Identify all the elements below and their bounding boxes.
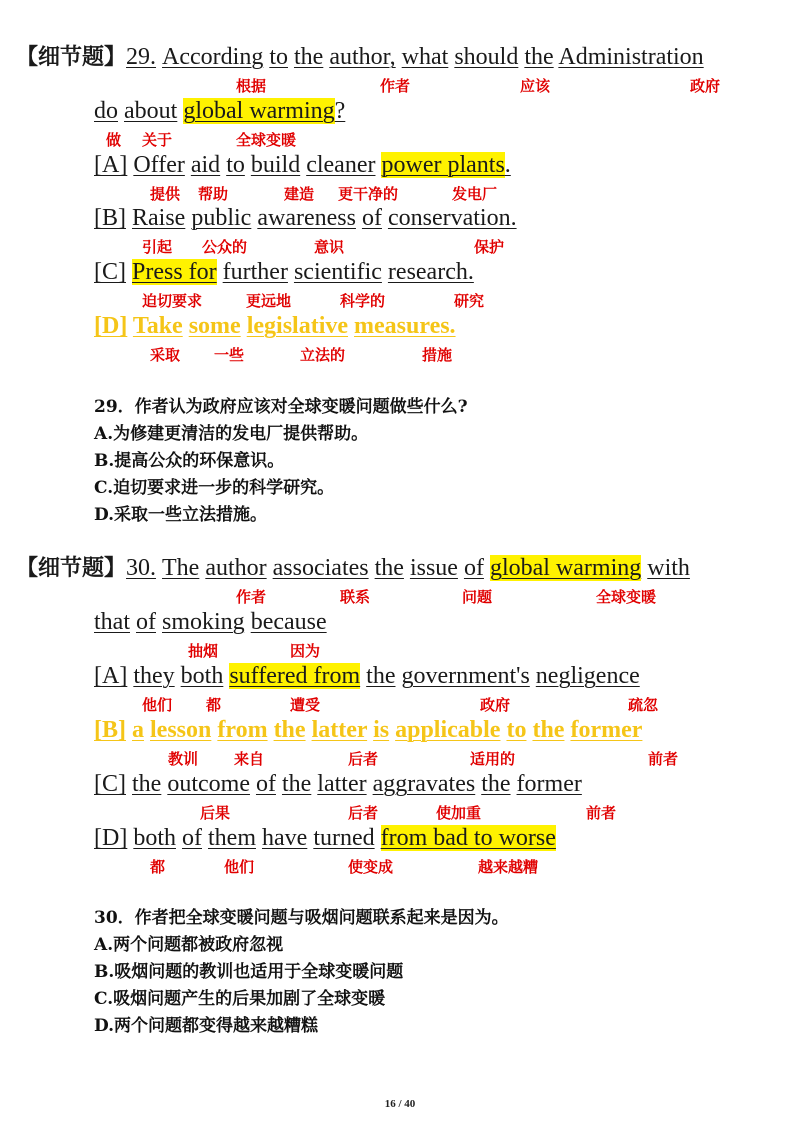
word: smoking	[162, 609, 245, 635]
translation-line: C.迫切要求进一步的科学研究。	[94, 478, 335, 498]
option-letter: [D]	[94, 313, 128, 339]
word: lesson	[150, 717, 212, 743]
q30-option-d	[94, 823, 556, 853]
gloss: 遭受	[290, 696, 321, 714]
word: to	[226, 152, 245, 178]
q29-translation	[94, 394, 468, 529]
gloss: 帮助	[198, 185, 229, 203]
word: what	[401, 44, 449, 70]
word: author	[205, 555, 267, 581]
word: Offer	[133, 152, 185, 178]
word: conservation.	[387, 205, 517, 231]
gloss: 前者	[648, 750, 679, 768]
word: of	[182, 825, 202, 851]
word: the	[524, 44, 554, 70]
gloss: 抽烟	[188, 642, 219, 660]
translation-line: 30．作者把全球变暖问题与吸烟问题联系起来是因为。	[94, 908, 509, 928]
translation-line: A.为修建更清洁的发电厂提供帮助。	[94, 424, 369, 444]
page-footer	[0, 1098, 800, 1110]
option-letter: [A]	[94, 663, 128, 689]
gloss: 采取	[150, 346, 181, 364]
gloss: 使变成	[348, 858, 394, 876]
word: research.	[387, 259, 474, 285]
word: scientific	[293, 259, 382, 285]
word: Take	[132, 313, 183, 339]
gloss: 更远地	[246, 292, 292, 310]
word: with	[647, 555, 690, 581]
word: the	[481, 771, 511, 797]
highlighted-phrase: from bad to worse	[380, 825, 556, 851]
word: do	[94, 98, 118, 124]
word: the	[532, 717, 565, 743]
word: the	[273, 717, 306, 743]
word: The	[162, 555, 200, 581]
q30-translation	[94, 905, 509, 1040]
gloss: 都	[206, 696, 222, 714]
word: should	[454, 44, 519, 70]
word: the	[374, 555, 404, 581]
q30-option-a	[94, 661, 640, 691]
gloss: 疏忽	[628, 696, 659, 714]
word: latter	[311, 717, 368, 743]
q29-option-c	[94, 257, 474, 287]
option-letter: [C]	[94, 259, 126, 285]
word: cleaner	[306, 152, 376, 178]
gloss: 根据	[236, 77, 267, 95]
q30-tag: 【细节题】	[16, 556, 127, 581]
word: about	[124, 98, 178, 124]
word: a	[132, 717, 144, 743]
word: applicable	[395, 717, 501, 743]
option-letter: [A]	[94, 152, 128, 178]
q30-stem-line-1	[16, 553, 690, 584]
gloss: 因为	[290, 642, 321, 660]
gloss: 后果	[200, 804, 231, 822]
word: because	[250, 609, 327, 635]
q30-option-b-answer	[94, 715, 642, 745]
word: Administration	[558, 44, 704, 70]
page-total: 40	[404, 1098, 416, 1110]
highlighted-phrase: global warming	[183, 98, 335, 124]
gloss: 全球变暖	[236, 131, 297, 149]
gloss: 都	[150, 858, 166, 876]
word: both	[133, 825, 176, 851]
word: to	[269, 44, 288, 70]
gloss: 关于	[142, 131, 173, 149]
gloss: 做	[106, 131, 122, 149]
word: the	[366, 663, 396, 689]
gloss: 立法的	[300, 346, 346, 364]
word: of	[361, 205, 382, 231]
gloss: 来自	[234, 750, 265, 768]
word: former	[516, 771, 582, 797]
gloss: 意识	[314, 238, 345, 256]
highlighted-phrase: suffered from	[229, 663, 361, 689]
word: government's	[401, 663, 530, 689]
highlighted-phrase: power plants	[381, 152, 505, 178]
q29-stem-line-2	[94, 96, 345, 126]
word: author,	[329, 44, 396, 70]
gloss: 教训	[168, 750, 199, 768]
gloss: 保护	[474, 238, 505, 256]
word: outcome	[167, 771, 250, 797]
gloss: 发电厂	[452, 185, 498, 203]
word: have	[262, 825, 308, 851]
gloss: 公众的	[202, 238, 248, 256]
page-separator: /	[398, 1098, 402, 1110]
translation-line: A.两个问题都被政府忽视	[94, 935, 284, 955]
word: measures.	[354, 313, 456, 339]
gloss: 前者	[586, 804, 617, 822]
word: awareness	[257, 205, 356, 231]
gloss: 建造	[284, 185, 315, 203]
option-letter: [C]	[94, 771, 126, 797]
word: further	[222, 259, 288, 285]
word: negligence	[535, 663, 640, 689]
word: both	[180, 663, 224, 689]
word: that	[94, 609, 130, 635]
option-letter: [D]	[94, 825, 128, 851]
gloss: 全球变暖	[596, 588, 657, 606]
word: is	[373, 717, 390, 743]
word: turned	[313, 825, 375, 851]
word: the	[293, 44, 324, 70]
word: of	[255, 771, 276, 797]
translation-line: D.两个问题都变得越来越糟糕	[94, 1016, 319, 1036]
q29-option-a	[94, 150, 511, 180]
translation-line: B.提高公众的环保意识。	[94, 451, 285, 471]
q30-number: 30.	[126, 555, 157, 581]
gloss: 联系	[340, 588, 371, 606]
word: to	[506, 717, 527, 743]
word: public	[191, 205, 252, 231]
gloss: 作者	[380, 77, 411, 95]
gloss: 提供	[150, 185, 181, 203]
option-letter: [B]	[94, 205, 126, 231]
word: they	[133, 663, 175, 689]
q30-option-c	[94, 769, 582, 799]
word: latter	[317, 771, 367, 797]
q29-stem-line-1	[16, 42, 704, 73]
translation-line: B.吸烟问题的教训也适用于全球变暖问题	[94, 962, 404, 982]
word: Raise	[132, 205, 186, 231]
option-letter: [B]	[94, 717, 126, 743]
gloss: 越来越糟	[478, 858, 539, 876]
gloss: 研究	[454, 292, 485, 310]
question-mark: ?	[334, 98, 346, 124]
gloss: 他们	[224, 858, 255, 876]
gloss: 适用的	[470, 750, 516, 768]
word: former	[570, 717, 643, 743]
gloss: 引起	[142, 238, 173, 256]
word: some	[188, 313, 241, 339]
highlighted-phrase: Press for	[132, 259, 217, 285]
word: the	[132, 771, 162, 797]
gloss: 一些	[214, 346, 245, 364]
period: .	[504, 152, 511, 178]
page-number: 16	[384, 1098, 396, 1110]
gloss: 应该	[520, 77, 551, 95]
translation-line: D.采取一些立法措施。	[94, 505, 268, 525]
word: aggravates	[372, 771, 476, 797]
word: legislative	[246, 313, 349, 339]
gloss: 更干净的	[338, 185, 399, 203]
gloss: 他们	[142, 696, 173, 714]
gloss: 政府	[480, 696, 511, 714]
word: According	[162, 44, 264, 70]
gloss: 使加重	[436, 804, 482, 822]
gloss: 作者	[236, 588, 267, 606]
q29-option-b	[94, 203, 517, 233]
word: of	[463, 555, 484, 581]
word: aid	[190, 152, 221, 178]
q29-tag: 【细节题】	[16, 45, 127, 70]
q29-option-d-answer	[94, 311, 456, 341]
word: issue	[409, 555, 458, 581]
word: from	[217, 717, 268, 743]
q30-stem-line-2	[94, 607, 327, 637]
translation-line: C.吸烟问题产生的后果加剧了全球变暖	[94, 989, 386, 1009]
gloss: 后者	[348, 750, 379, 768]
q29-number: 29.	[126, 44, 157, 70]
word: them	[208, 825, 256, 851]
word: of	[136, 609, 156, 635]
gloss: 后者	[348, 804, 379, 822]
gloss: 措施	[422, 346, 453, 364]
gloss: 科学的	[340, 292, 386, 310]
word: the	[281, 771, 312, 797]
word: build	[250, 152, 301, 178]
gloss: 政府	[690, 77, 721, 95]
gloss: 迫切要求	[142, 292, 203, 310]
word: associates	[272, 555, 369, 581]
gloss: 问题	[462, 588, 493, 606]
translation-line: 29．作者认为政府应该对全球变暖问题做些什么?	[94, 397, 468, 417]
highlighted-phrase: global warming	[489, 555, 642, 581]
